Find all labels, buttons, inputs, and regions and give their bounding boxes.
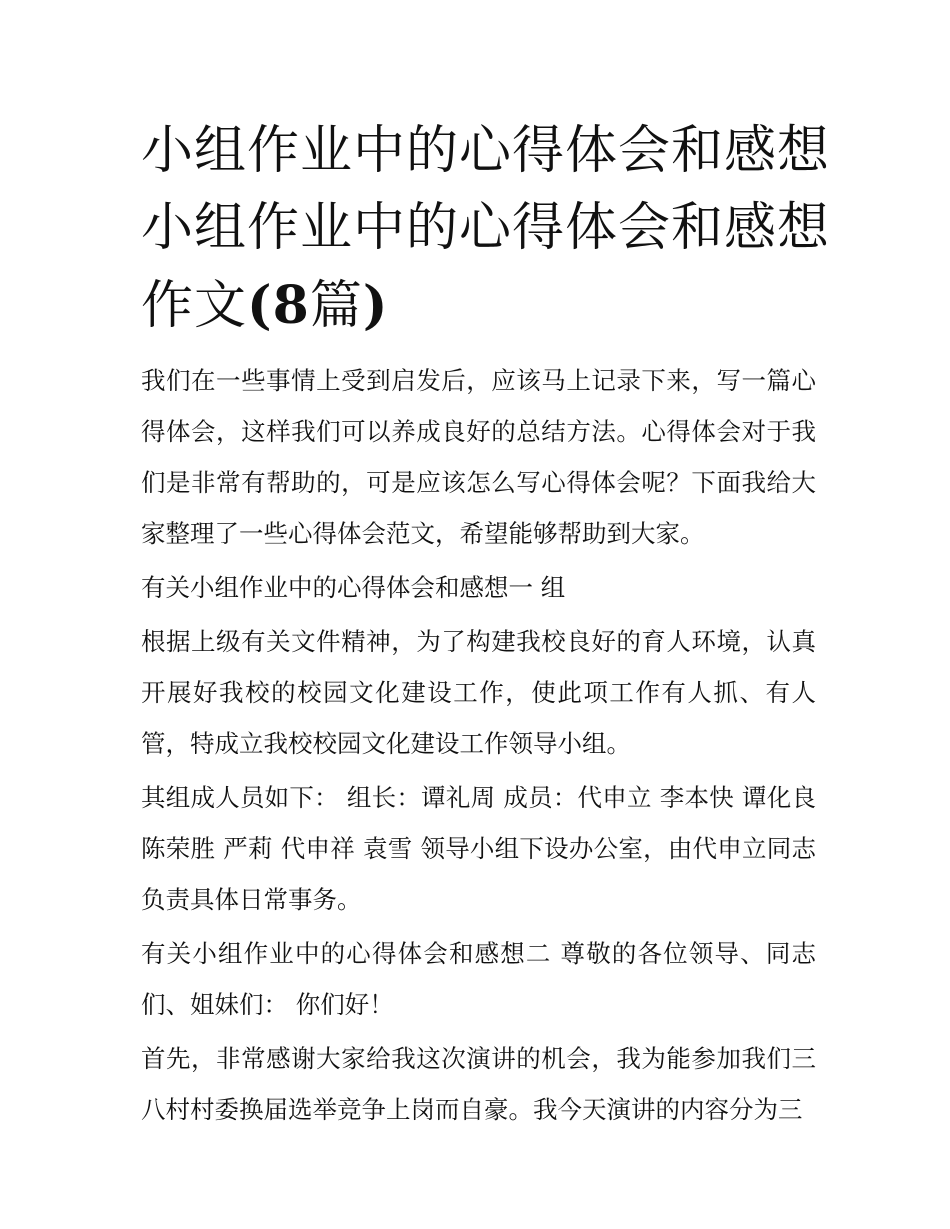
title-count-close: ) xyxy=(362,275,389,336)
title-count-unit: 篇 xyxy=(309,276,363,336)
body-paragraph: 根据上级有关文件精神，为了构建我校良好的育人环境，认真开展好我校的校园文化建设工作，使此项工作有人抓、有人管，特成立我校校园文化建设工作领导小组。 xyxy=(141,627,816,758)
section-heading-one: 有关小组作业中的心得体会和感想一 组 xyxy=(141,573,566,602)
members-paragraph: 其组成人员如下： 组长：谭礼周 成员：代申立 李本快 谭化良 陈荣胜 严莉 代申祥 袁雪 领导小组下设办公室，由代申立同志负责具体日常事务。 xyxy=(141,783,816,914)
intro-paragraph: 我们在一些事情上受到启发后，应该马上记录下来，写一篇心得体会，这样我们可以养成良好的总结方法。心得体会对于我们是非常有帮助的，可是应该怎么写心得体会呢？下面我给大家整理了一些心得体会范文，希望能够帮助到大家。 xyxy=(141,366,816,548)
section-heading-two: 有关小组作业中的心得体会和感想二 尊敬的各位领导、同志们、姐妹们： 你们好！ xyxy=(141,939,816,1019)
title-line-2: 小组作业中的心得体会和感想 xyxy=(141,198,831,258)
title-count-open: (8 xyxy=(247,275,310,336)
speech-paragraph: 首先，非常感谢大家给我这次演讲的机会，我为能参加我们三八村村委换届选举竞争上岗而自豪。我今天演讲的内容分为三 xyxy=(141,1044,816,1124)
document-page xyxy=(141,113,831,1138)
title-line-3-prefix: 作文 xyxy=(141,276,248,336)
title-line-3 xyxy=(141,267,816,345)
document-title xyxy=(141,113,831,345)
title-line-1: 小组作业中的心得体会和感想 xyxy=(141,121,831,181)
